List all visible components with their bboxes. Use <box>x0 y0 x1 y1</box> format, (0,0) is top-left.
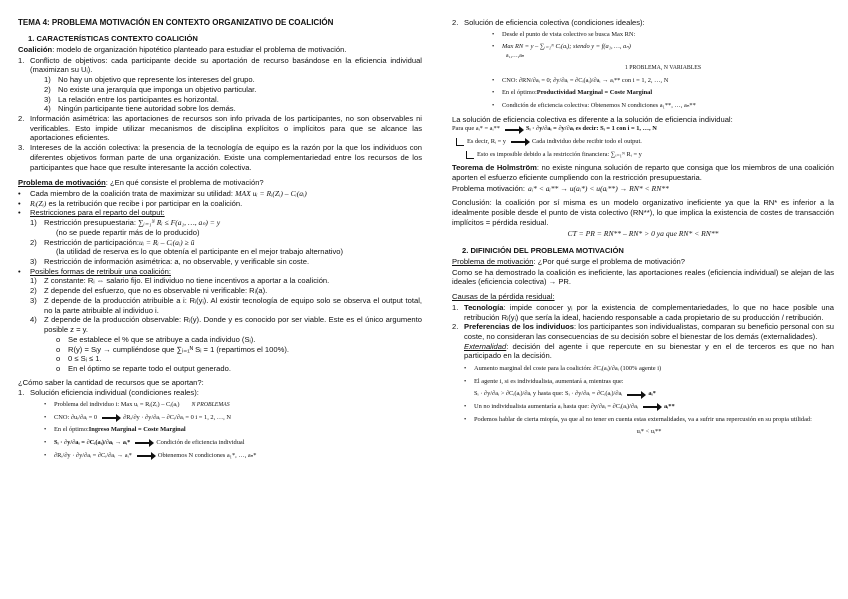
coalicion-definition <box>18 45 422 55</box>
list-item: 3) La relación entre los participantes es horizontal. <box>44 94 219 104</box>
s2-paragraph: Como se ha demostrado la coalición es ineficiente, las aportaciones reales (eficiencia individual) se alejan de las ideales (eficiencia colectiva) → PR. <box>452 267 834 287</box>
list-item: 1. Tecnología: impide conocer yᵢ por la existencia de complementariedades, lo que no hace posible una retribución Rᵢ(yᵢ) que sería la ideal, haciendo responsable a cada propietario de su producción / retribución. <box>452 302 834 322</box>
right-column <box>452 18 834 437</box>
list-item: o En el óptimo se reparte todo el output generado. <box>56 363 231 373</box>
arrow-icon <box>643 406 659 408</box>
holmstrom-theorem: Teorema de Holmström: no existe ninguna solución de reparto que consiga que los miembros de una coalición aporten el esfuerzo eficiente cumpliendo con la restricción presupuestaria. <box>452 163 834 182</box>
arrow-icon <box>511 141 527 143</box>
section-1-heading: 1. CARACTERÍSTICAS CONTEXTO COALICIÓN <box>28 34 198 44</box>
section-2-heading: 2. DIFINICIÓN DEL PROBLEMA MOTIVACIÓN <box>462 246 624 256</box>
list-item: 2. Información asimétrica: las aportaciones de recursos son info privada de los participantes, no son observables ni verificables. Esto impide utilizar mecanismos de disciplina explícitos o implícitos para que se alcance las aportaciones eficientes. <box>18 113 422 143</box>
list-item: • Restricciones para el reparto del output: <box>18 208 165 218</box>
arrow-icon <box>505 129 521 131</box>
list-item: 1) No hay un objetivo que represente los intereses del grupo. <box>44 75 255 85</box>
list-item: 4) Ningún participante tiene autoridad sobre los demás. <box>44 104 236 114</box>
list-item: 2. Preferencias de los individuos: los participantes son individualistas, comparan su beneficio personal con su coste, no consideran las consecuencias de su decisión sobre el bienestar de los demás (externalidades). <box>452 322 834 341</box>
list-item: o Se establece el % que se atribuye a cada individuo (Sᵢ). <box>56 334 256 344</box>
list-item: 3. Intereses de la acción colectiva: la presencia de la tecnología de equipo es la razón por la que los individuos con diferentes objetivos forman parte de una organización. Existe una complementariedad entre los recursos de los participantes que hace que resulte interesante la acción colectiva. <box>18 143 422 172</box>
s2-question: Problema de motivación: ¿Por qué surge el problema de motivación? <box>452 256 686 266</box>
list-item: 1. Conflicto de objetivos: cada participante decide su aportación de recurso basándose en la eficiencia individual (maximizan su Uᵢ). <box>18 55 422 75</box>
list-item: 2) Z depende del esfuerzo, que no es observable ni verificable: Rᵢ(a). <box>30 286 268 296</box>
list-item: o R(y) = Sᵢy → cumpliéndose que ∑ᵢ₌₁ᴺ Sᵢ = 1 (repartimos el 100%). <box>56 344 289 354</box>
eficiencia-colectiva-image: • Desde el punto de vista colectivo se busca Max RN: • Max RN = y – ∑ᵢ₌₁ᴺ Cᵢ(aᵢ); siendo y = f(a₁, …, aₙ) a₁,…,aₙ 1 PROBLEMA, N VARIABLES • CNO: ∂RN/∂aᵢ = 0; ∂y/∂aᵢ = ∂Cᵢ(aᵢ)/∂aᵢ → aᵢ** con i = 1, 2, …, N • En el óptimo: Productividad Marginal = Coste Marginal • Condición de eficiencia colectiva: Obtenemos N condiciones a₁**, …, aₙ** <box>492 30 702 109</box>
list-item: 2) No existe una jerarquía que imponga un objetivo particular. <box>44 84 257 94</box>
list-item: • Rᵢ(Zᵢ) es la retribución que recibe i por participar en la coalición. <box>18 198 243 208</box>
diferencia-image: Para que aᵢ* = aᵢ** Sᵢ · ∂y/∂aᵢ = ∂y/∂aᵢ es decir: Sᵢ = 1 con i = 1, …, N Es decir, Rᵢ = y Cada individuo debe recibir todo el output. Esto es imposible debido a la restricción financiera: ∑ᵢ₌₁ᴺ Rᵢ = y <box>452 125 657 158</box>
coalicion-text: : modelo de organización hipotético planteado para estudiar el problema de motivación. <box>52 44 347 54</box>
recursos-question: ¿Cómo saber la cantidad de recursos que se aportan?: <box>18 377 204 387</box>
externalidad-definition: Externalidad: decisión del agente i que repercute en su bienestar y en el de terceros es que no han participado en la decisión. <box>464 341 834 361</box>
holmstrom-line: Problema motivación: aᵢ* < aᵢ** → u(aᵢ*) < u(aᵢ**) → RN* < RN** <box>452 183 669 193</box>
left-column <box>18 18 422 464</box>
list-item: • Cada miembro de la coalición trata de maximizar su utilidad: MAX uᵢ = Rᵢ(Zᵢ) – Cᵢ(aᵢ) <box>18 189 307 199</box>
list-item: o 0 ≤ Sᵢ ≤ 1. <box>56 354 102 364</box>
formas-list <box>30 276 422 373</box>
list-note: (no se puede repartir más de lo producido) <box>56 227 200 237</box>
arrow-icon <box>137 455 153 457</box>
arrow-icon <box>102 417 118 419</box>
causas-title: Causas de la pérdida residual: <box>452 292 555 302</box>
arrow-icon <box>627 394 643 396</box>
conclusion-formula: CT = PR = RN** – RN* > 0 ya que RN* < RN** <box>567 228 719 238</box>
sublist <box>44 75 422 114</box>
conclusion-paragraph: Conclusión: la coalición por sí misma es un modelo organizativo ineficiente ya que la RN* es inferior a la idealmente posible desde el punto de vista colectivo (RN**), lo que implica la existencia de costes de transacción implícitos = pérdida residual. <box>452 198 834 227</box>
coalicion-term: Coalición <box>18 44 53 54</box>
arrow-icon <box>135 442 151 444</box>
page-title: TEMA 4: PROBLEMA MOTIVACIÓN EN CONTEXTO ORGANIZATIVO DE COALICIÓN <box>18 18 334 27</box>
externalidad-image: • Aumento marginal del coste para la coalición: ∂Cᵢ(aᵢ)/∂aᵢ (100% agente i) • El agente i, si es individualista, aumentará aᵢ mientras que: Sᵢ · ∂y/∂aᵢ > ∂Cᵢ(aᵢ)/∂aᵢ y hasta que: Sᵢ · ∂y/∂aᵢ = ∂Cᵢ(aᵢ)/∂aᵢ aᵢ* • Un no individualista aumentaría aᵢ hasta que: ∂y/∂aᵢ = ∂Cᵢ(aᵢ)/∂aᵢ aᵢ** • Podemos hablar de cierta miopía, ya que al no tener en cuenta estas externalidades, va a sufrir una repercusión en su propia utilidad: uᵢ* < uᵢ** <box>464 365 812 436</box>
list-item: 3) Restricción de información asimétrica: a, no observable, y verificable sin coste. <box>30 257 310 267</box>
list-item: 1) Z constante: Rᵢ ⇔ salario fijo. El individuo no tiene incentivos a aportar a la coalición. <box>30 276 330 286</box>
restricciones-list <box>30 218 422 267</box>
list-item: 4) Z depende de la producción observable: Rᵢ(y). Donde y es conocido por ser viable. Este es el único argumento posible z = y. <box>30 315 422 335</box>
list-item: 2. Solución de eficiencia colectiva (condiciones ideales): <box>452 18 645 27</box>
list-note: (la utilidad de reserva es lo que obtenía el participante en el mejor trabajo alternativo) <box>56 247 344 257</box>
list-item: 1. Solución eficiencia individual (condiciones reales): <box>18 388 199 398</box>
list-item: • Posibles formas de retribuir una coalición: <box>18 266 171 276</box>
list-item: 3) Z depende de la producción atribuible a i: Rᵢ(yᵢ). Al existir tecnología de equipo solo se observa el output total, no la parte atribuible al individuo i. <box>30 295 422 315</box>
list-item: 2) Restricción de participación:uᵢ = Rᵢ – Cᵢ(aᵢ) ≥ ū <box>30 237 195 247</box>
problema-motivacion-question: Problema de motivación: ¿En qué consiste el problema de motivación? <box>18 178 264 188</box>
diferencia-paragraph: La solución de eficiencia colectiva es diferente a la solución de eficiencia individual: <box>452 114 733 124</box>
eficiencia-individual-image: • Problema del individuo i: Max uᵢ = Rᵢ(Zᵢ) – Cᵢ(aᵢ) N PROBLEMAS • CNO: ∂uᵢ/∂aᵢ = 0 ∂Rᵢ/∂y · ∂y/∂aᵢ – ∂Cᵢ/∂aᵢ = 0 i = 1, 2, …, N • En el óptimo: Ingreso Marginal = Coste Marginal • Sᵢ · ∂y/∂aᵢ = ∂Cᵢ(aᵢ)/∂aᵢ → aᵢ* Condición de eficiencia individual • ∂Rᵢ/∂y · ∂y/∂aᵢ = ∂Cᵢ/∂aᵢ → aᵢ* Obtenemos N condiciones a₁*, …, aₙ* <box>44 401 257 459</box>
list-item: 1) Restricción presupuestaria: ∑ᵢ₌₁ᴺ Rᵢ ≤ F(a₁, …, aₙ) = y <box>30 218 221 228</box>
